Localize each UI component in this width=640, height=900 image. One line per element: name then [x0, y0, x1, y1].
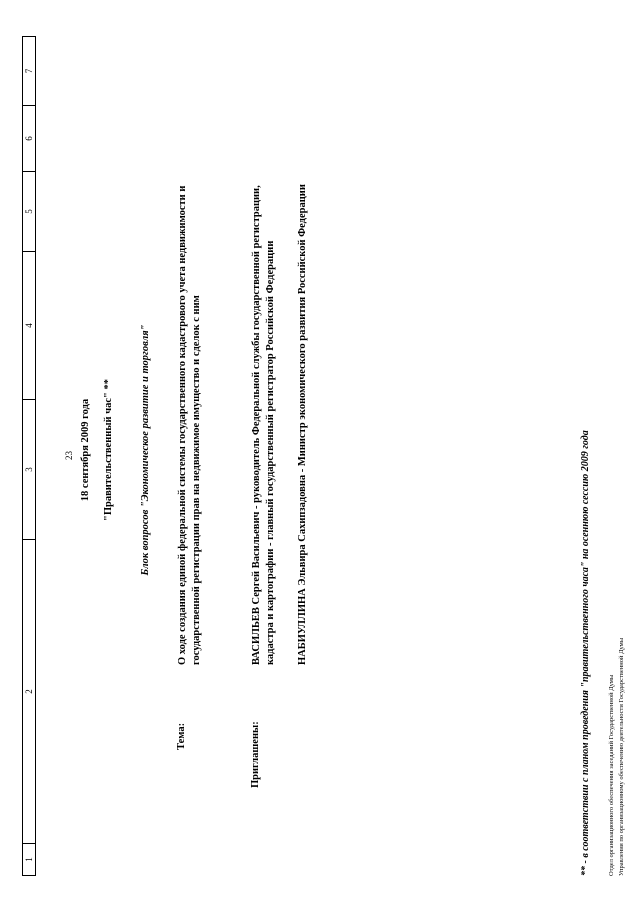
column-4: 4: [23, 251, 35, 399]
column-number-header: [22, 36, 36, 876]
theme-line-1: О ходе создания единой федеральной системы государственного кадастрового учета недвижимости и: [177, 185, 188, 665]
column-5: 5: [23, 171, 35, 251]
column-6: 6: [23, 105, 35, 171]
block-title: Блок вопросов "Экономическое развитие и торговля": [140, 324, 151, 576]
column-2: 2: [23, 539, 35, 843]
theme-text: [176, 125, 204, 665]
invited-person-1-line-1: ВАСИЛЬЕВ Сергей Васильевич - руководитель Федеральной службы государственной регистрации,: [251, 185, 262, 665]
invited-person-2: НАБИУЛЛИНА Эльвира Сахипзадовна - Министр экономического развития Российской Федерации: [297, 184, 308, 665]
page-number: 23: [64, 451, 74, 460]
department-line-2: Управления по организационному обеспечению деятельности Государственной Думы: [618, 637, 625, 876]
invited-person-1-line-2: кадастра и картографии - главный государственный регистратор Российской Федерации: [265, 240, 276, 665]
theme-label: Тема:: [176, 722, 187, 750]
footnote: ** - в соответствии с планом проведения "правительственного часа" на осеннюю сессию 2009 года: [580, 430, 591, 876]
theme-line-2: государственной регистрации прав на недвижимое имущество и сделок с ним: [191, 295, 202, 665]
column-1: 1: [23, 843, 35, 875]
event-title: "Правительственный час" **: [103, 379, 114, 521]
invited-person-1: [250, 105, 278, 665]
column-7: 7: [24, 68, 34, 74]
department-line-1: Отдел организационного обеспечения заседаний Государственной Думы: [608, 674, 615, 876]
session-date: 18 сентября 2009 года: [80, 398, 91, 502]
invited-label: Приглашены:: [250, 721, 261, 788]
column-3: 3: [23, 399, 35, 539]
